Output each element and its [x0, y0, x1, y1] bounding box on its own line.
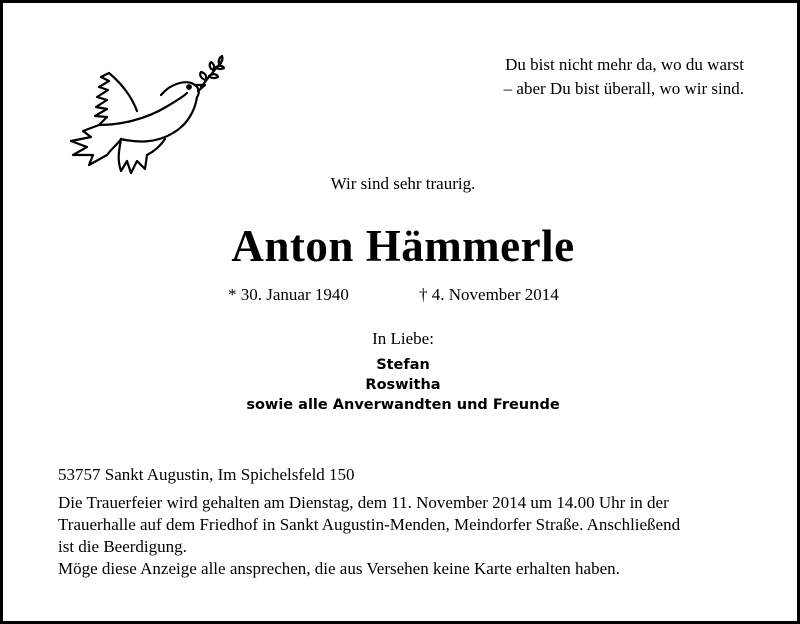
service-line: ist die Beerdigung. [58, 537, 187, 556]
mourners-list [3, 355, 800, 415]
quote-line-2: – aber Du bist überall, wo wir sind. [503, 79, 744, 98]
family-address: 53757 Sankt Augustin, Im Spichelsfeld 150 [58, 465, 355, 484]
service-line: Die Trauerfeier wird gehalten am Dienstag, dem 11. November 2014 um 14.00 Uhr in der [58, 493, 669, 512]
dove-icon [61, 55, 251, 185]
mourner-name: sowie alle Anverwandten und Freunde [246, 397, 560, 413]
intro-text: Wir sind sehr traurig. [330, 174, 476, 193]
birth-date: * 30. Januar 1940 [228, 285, 349, 304]
mourner-name: Roswitha [365, 377, 441, 393]
memorial-quote [504, 53, 744, 101]
service-line: Möge diese Anzeige alle ansprechen, die aus Versehen keine Karte erhalten haben. [58, 559, 620, 578]
quote-line-1: Du bist nicht mehr da, wo du warst [505, 55, 744, 74]
service-line: Trauerhalle auf dem Friedhof in Sankt Augustin-Menden, Meindorfer Straße. Anschließend [58, 515, 681, 534]
funeral-service-info [58, 492, 758, 580]
deceased-name: Anton Hämmerle [231, 221, 575, 271]
mourner-name: Stefan [376, 357, 430, 373]
mourners-label: In Liebe: [372, 329, 434, 348]
death-date: † 4. November 2014 [419, 285, 559, 304]
